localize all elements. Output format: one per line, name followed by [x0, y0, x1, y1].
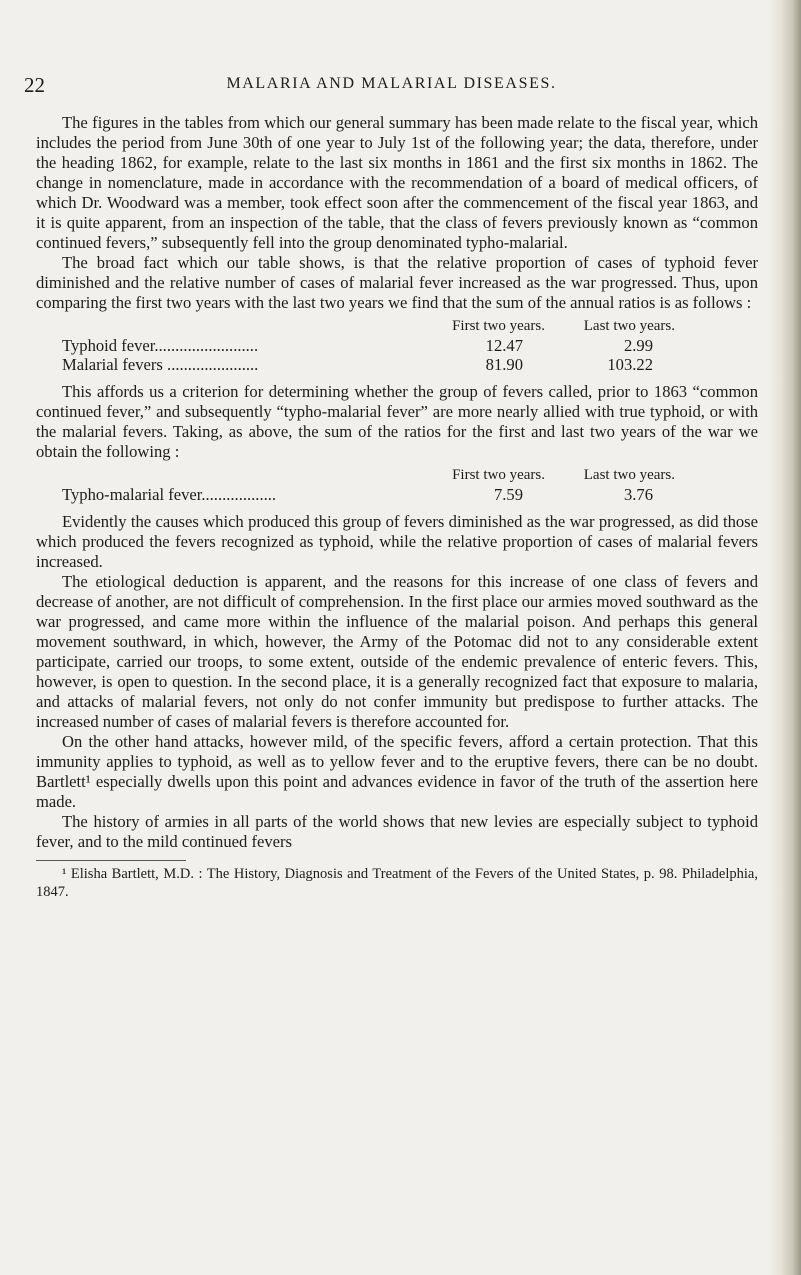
first-two-years-value: 81.90: [485, 355, 523, 374]
row-label: Malarial fevers ......................: [62, 355, 259, 374]
page-number: 22: [24, 73, 45, 97]
paragraph-6: On the other hand attacks, however mild, of the specific fevers, afford a certain protection. That this immunity applies to typhoid, as well as to yellow fever and to the eruptive fevers, there can be no doubt. Bartlett¹ especially dwells upon this point and advances evidence in favor of the truth of the assertion here made.: [36, 732, 758, 811]
last-two-years-value: 3.76: [623, 485, 653, 504]
table-header: [36, 317, 758, 336]
running-title: MALARIA AND MALARIAL DISEASES.: [226, 75, 557, 92]
paragraph-4: Evidently the causes which produced this group of fevers diminished as the war progressed, as did those which produced the fevers recognized as typhoid, while the relative proportion of cases of malarial fevers increased.: [36, 512, 758, 571]
body-text: [36, 113, 758, 901]
row-label: Typho-malarial fever..................: [62, 485, 277, 504]
last-two-years-value: 103.22: [607, 355, 653, 374]
table-row: [36, 355, 758, 374]
row-label: Typhoid fever.........................: [62, 336, 259, 355]
footnote: ¹ Elisha Bartlett, M.D. : The History, Diagnosis and Treatment of the Fevers of the United States, p. 98. Philadelphia, 1847.: [36, 866, 758, 900]
paragraph-5: The etiological deduction is apparent, and the reasons for this increase of one class of fevers and decrease of another, are not difficult of comprehension. In the first place our armies moved southward as the war progressed, and came more within the influence of the malarial poison. And perhaps this general movement southward, in which, however, the Army of the Potomac did not to any considerable extent participate, carried our troops, to some extent, outside of the endemic prevalence of enteric fevers. This, however, is open to question. In the second place, it is a generally recognized fact that exposure to malaria, and attacks of malarial fevers, not only do not confer immunity but predispose to further attacks. The increased number of cases of malarial fevers is therefore accounted for.: [36, 572, 758, 731]
table-row: [36, 336, 758, 355]
footnote-rule: [36, 860, 186, 861]
paragraph-2: The broad fact which our table shows, is that the relative proportion of cases of typhoid fever diminished and the relative number of cases of malarial fever increased as the war progressed. Thus, upon comparing the first two years with the last two years we find that the sum of the annual ratios is as follows :: [36, 253, 758, 312]
last-two-years-value: 2.99: [623, 336, 653, 355]
paragraph-7: The history of armies in all parts of the world shows that new levies are especially subject to typhoid fever, and to the mild continued fevers: [36, 812, 758, 851]
paragraph-1: The figures in the tables from which our general summary has been made relate to the fiscal year, which includes the period from June 30th of one year to July 1st of the following year; the data, therefore, under the heading 1862, for example, relate to the last six months in 1861 and the first six months in 1862. The change in nomenclature, made in accordance with the recommendation of a board of medical officers, of which Dr. Woodward was a member, took effect soon after the commencement of the fiscal year 1863, and it is quite apparent, from an inspection of the table, that the class of fevers previously known as “common continued fevers,” subsequently fell into the group denominated typho-malarial.: [36, 113, 758, 252]
page-edge-shadow: [767, 0, 801, 1275]
paragraph-3: This affords us a criterion for determining whether the group of fevers called, prior to 1863 “common continued fever,” and subsequently “typho-malarial fever” are more nearly allied with true typhoid, or with the malarial fevers. Taking, as above, the sum of the ratios for the first and last two years of the war we obtain the following :: [36, 382, 758, 461]
first-two-years-value: 12.47: [485, 336, 523, 355]
ratio-table-typhoid-malarial: [36, 317, 758, 374]
first-two-years-value: 7.59: [493, 485, 523, 504]
ratio-table-typho-malarial: [36, 466, 758, 504]
table-header: [36, 466, 758, 485]
column-header-first-two-years: First two years.: [452, 318, 545, 334]
column-header-last-two-years: Last two years.: [583, 318, 675, 334]
column-header-last-two-years: Last two years.: [583, 467, 675, 483]
page-header: [24, 73, 759, 97]
table-row: [36, 485, 758, 504]
column-header-first-two-years: First two years.: [452, 467, 545, 483]
